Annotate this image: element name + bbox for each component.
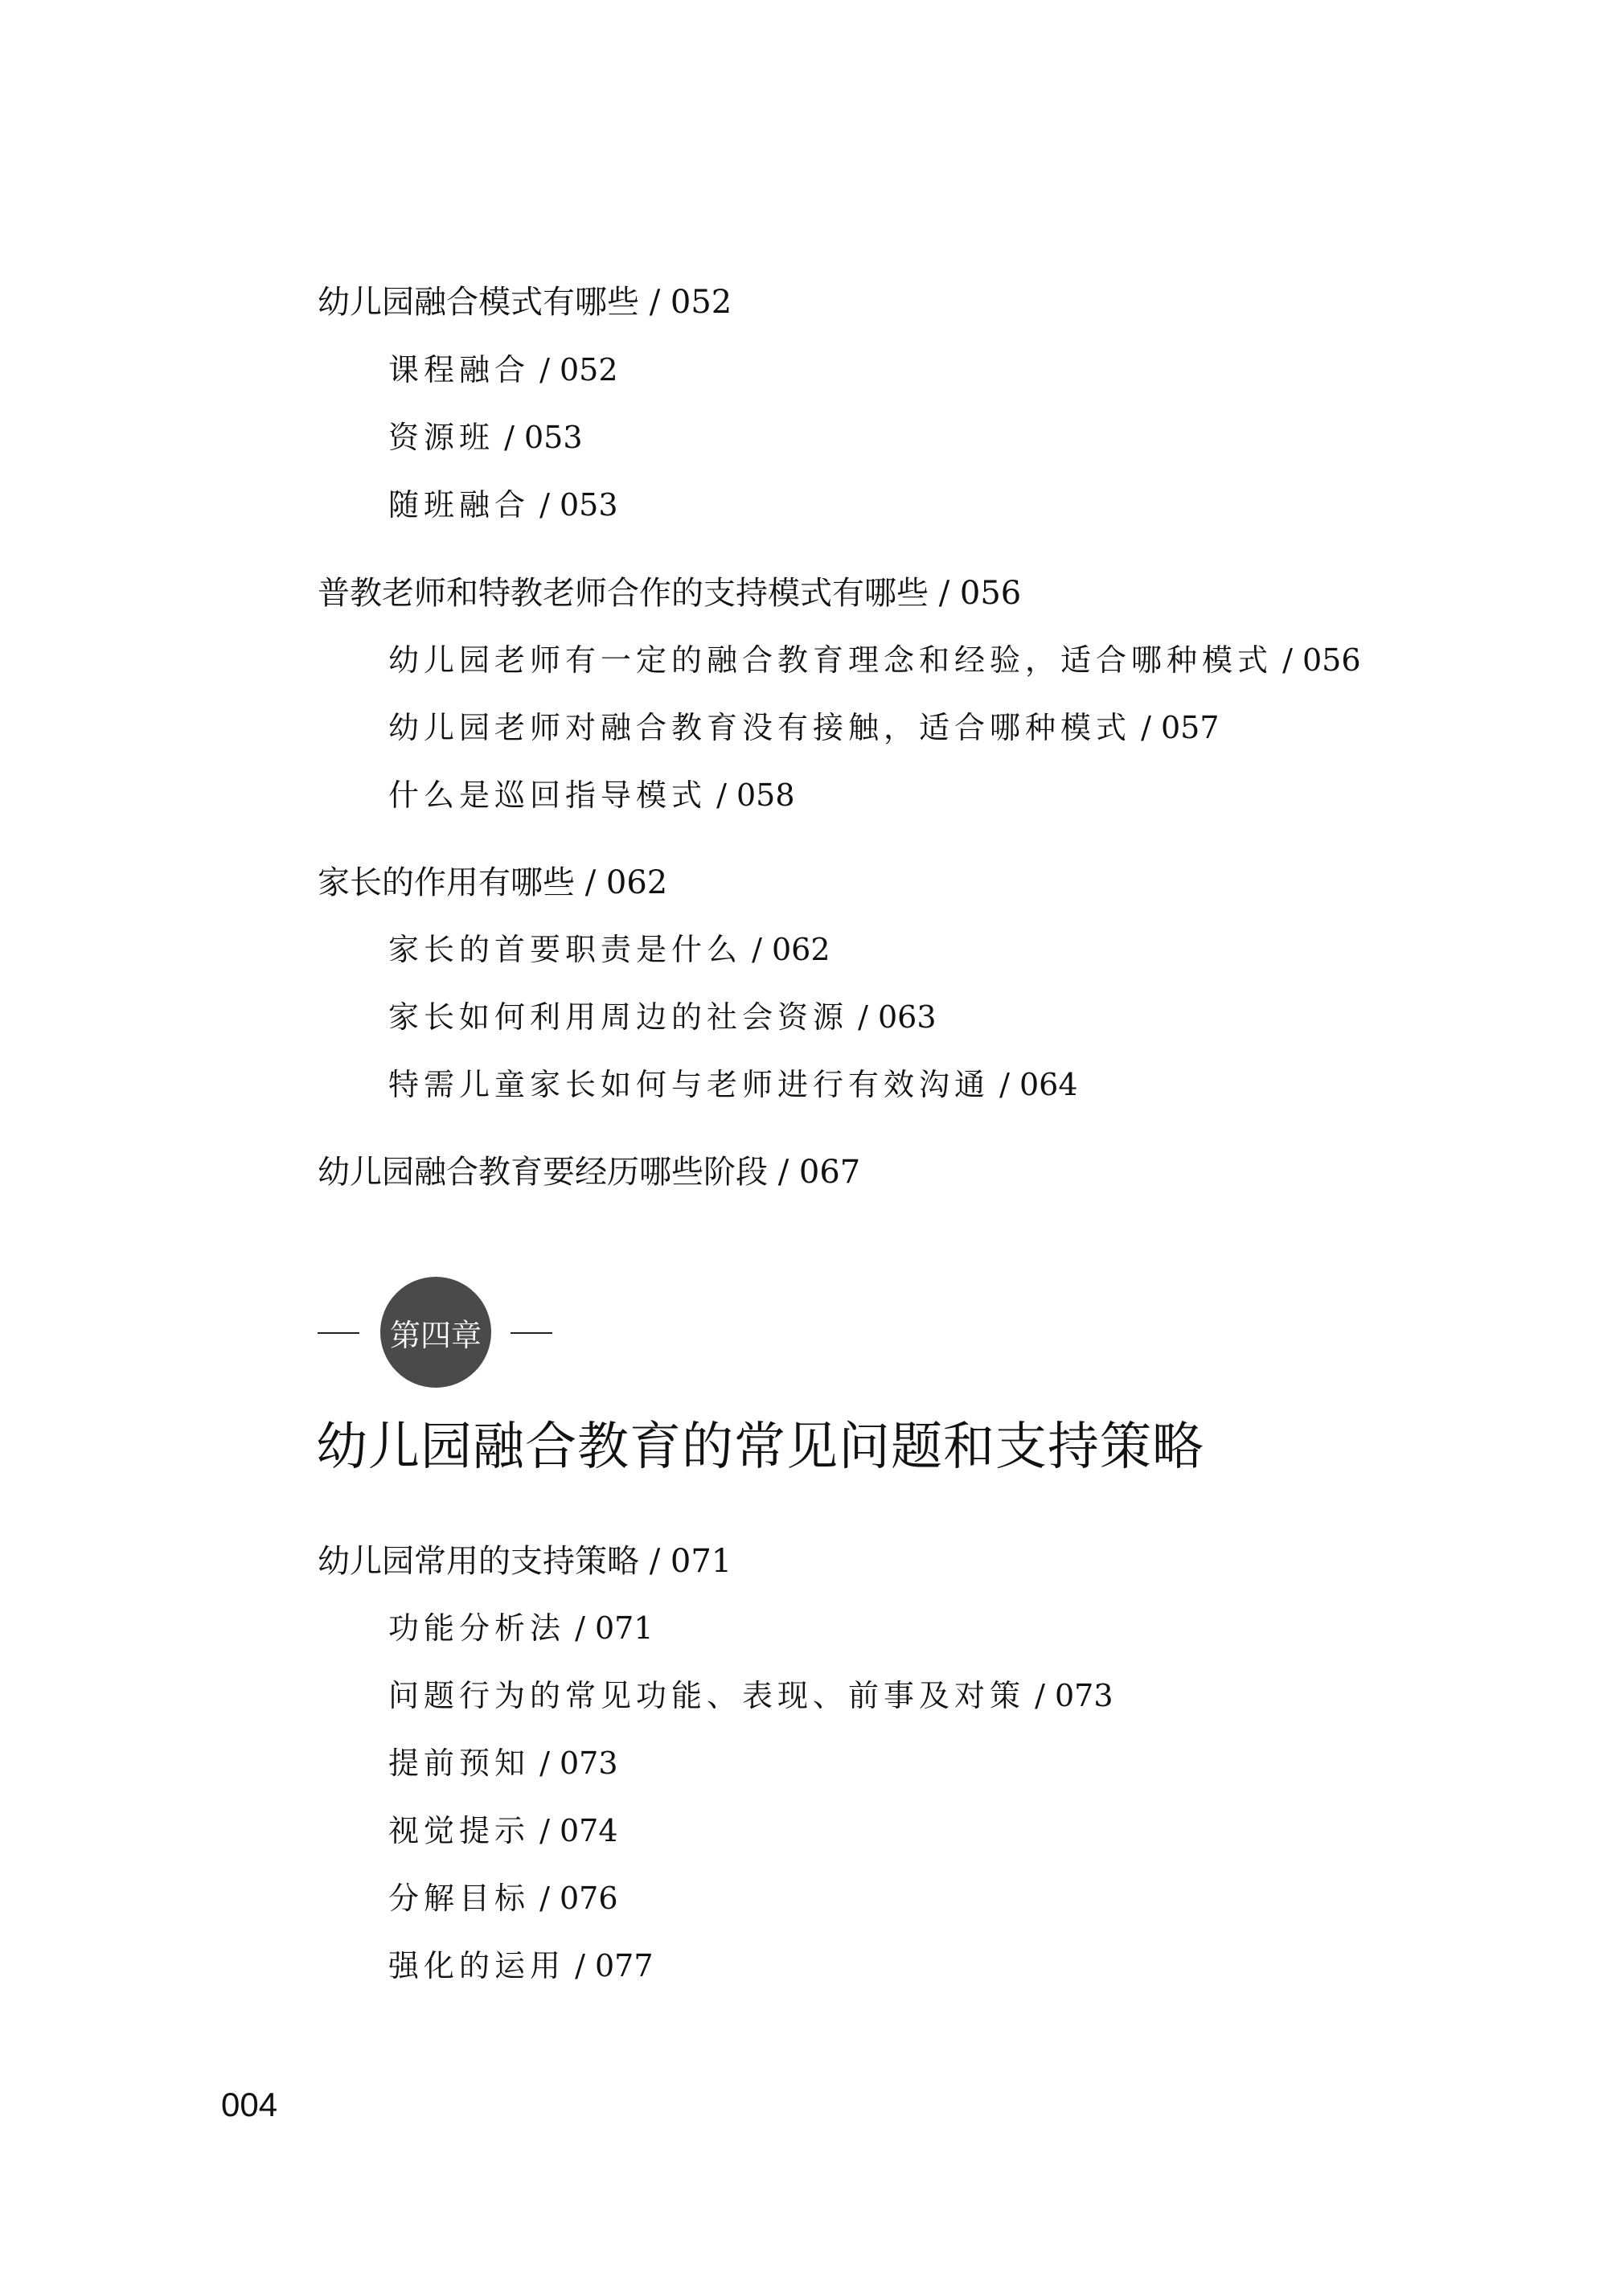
toc-entry-title: 强化的运用 <box>388 1948 566 1983</box>
toc-entry-page: 053 <box>559 487 618 523</box>
toc-entry-l2[interactable]: 视觉提示 / 074 <box>388 1813 618 1848</box>
toc-entry-title: 问题行为的常见功能、表现、前事及对策 <box>388 1678 1026 1713</box>
toc-entry-title: 家长如何利用周边的社会资源 <box>388 999 849 1035</box>
toc-entry-title: 幼儿园老师有一定的融合教育理念和经验，适合哪种模式 <box>388 642 1273 678</box>
toc-entry-page: 077 <box>594 1948 654 1983</box>
toc-entry-l2[interactable]: 提前预知 / 073 <box>388 1745 618 1781</box>
toc-entry-title: 随班融合 <box>388 487 531 523</box>
toc-entry-page: 067 <box>798 1154 861 1191</box>
toc-entry-page: 052 <box>559 352 618 388</box>
toc-entry-title: 幼儿园老师对融合教育没有接触，适合哪种模式 <box>388 710 1132 745</box>
page-number: 004 <box>221 2086 278 2123</box>
toc-entry-l2[interactable]: 家长的首要职责是什么 / 062 <box>388 932 830 967</box>
toc-entry-page: 063 <box>877 999 937 1035</box>
toc-entry-title: 幼儿园融合教育要经历哪些阶段 <box>318 1154 768 1191</box>
toc-entry-page: 071 <box>670 1543 732 1580</box>
chapter-label: 第四章 <box>389 1317 482 1353</box>
toc-entry-title: 普教老师和特教老师合作的支持模式有哪些 <box>318 575 929 612</box>
chapter-marker <box>318 1277 639 1389</box>
toc-entry-l1[interactable]: 幼儿园融合教育要经历哪些阶段 / 067 <box>318 1154 861 1191</box>
toc-entry-title: 视觉提示 <box>388 1813 531 1848</box>
toc-entry-page: 052 <box>670 284 732 321</box>
toc-entry-title: 什么是巡回指导模式 <box>388 777 707 813</box>
toc-entry-l2[interactable]: 家长如何利用周边的社会资源 / 063 <box>388 999 937 1035</box>
toc-entry-l1[interactable]: 家长的作用有哪些 / 062 <box>318 864 668 901</box>
toc-entry-page: 058 <box>736 777 795 813</box>
toc-entry-l2[interactable]: 随班融合 / 053 <box>388 487 618 523</box>
toc-entry-title: 提前预知 <box>388 1745 531 1781</box>
toc-entry-l2[interactable]: 什么是巡回指导模式 / 058 <box>388 777 795 813</box>
toc-entry-title: 分解目标 <box>388 1881 531 1916</box>
toc-entry-page: 064 <box>1019 1067 1078 1102</box>
toc-entry-page: 056 <box>1302 642 1361 678</box>
toc-entry-l1[interactable]: 幼儿园融合模式有哪些 / 052 <box>318 284 732 321</box>
toc-entry-l2[interactable]: 幼儿园老师有一定的融合教育理念和经验，适合哪种模式 / 056 <box>388 642 1361 678</box>
toc-entry-title: 资源班 <box>388 420 495 455</box>
toc-entry-title: 功能分析法 <box>388 1610 566 1646</box>
toc-entry-l2[interactable]: 强化的运用 / 077 <box>388 1948 654 1983</box>
toc-entry-page: 073 <box>1054 1678 1113 1713</box>
toc-entry-l2[interactable]: 资源班 / 053 <box>388 420 583 455</box>
toc-entry-page: 056 <box>959 575 1022 612</box>
toc-entry-l2[interactable]: 幼儿园老师对融合教育没有接触，适合哪种模式 / 057 <box>388 710 1220 745</box>
toc-entry-page: 076 <box>559 1881 618 1916</box>
toc-entry-page: 071 <box>594 1610 654 1646</box>
toc-entry-page: 057 <box>1160 710 1220 745</box>
toc-entry-page: 074 <box>559 1813 618 1848</box>
toc-entry-title: 特需儿童家长如何与老师进行有效沟通 <box>388 1067 990 1102</box>
chapter-label-badge <box>380 1277 491 1388</box>
toc-entry-l2[interactable]: 问题行为的常见功能、表现、前事及对策 / 073 <box>388 1678 1113 1713</box>
chapter-title: 幼儿园融合教育的常见问题和支持策略 <box>316 1417 1204 1477</box>
toc-entry-title: 家长的首要职责是什么 <box>388 932 743 967</box>
toc-entry-l2[interactable]: 课程融合 / 052 <box>388 352 618 388</box>
toc-entry-title: 课程融合 <box>388 352 531 388</box>
toc-entry-l1[interactable]: 幼儿园常用的支持策略 / 071 <box>318 1543 732 1580</box>
chapter-rule-left <box>318 1332 359 1334</box>
toc-entry-page: 062 <box>771 932 830 967</box>
chapter-rule-right <box>511 1332 552 1334</box>
toc-entry-page: 062 <box>605 864 668 901</box>
toc-entry-l2[interactable]: 特需儿童家长如何与老师进行有效沟通 / 064 <box>388 1067 1078 1102</box>
toc-entry-l2[interactable]: 功能分析法 / 071 <box>388 1610 654 1646</box>
toc-entry-title: 家长的作用有哪些 <box>318 864 575 901</box>
toc-entry-l2[interactable]: 分解目标 / 076 <box>388 1881 618 1916</box>
toc-entry-l1[interactable]: 普教老师和特教老师合作的支持模式有哪些 / 056 <box>318 575 1022 612</box>
toc-entry-title: 幼儿园常用的支持策略 <box>318 1543 639 1580</box>
toc-entry-page: 053 <box>523 420 583 455</box>
toc-entry-page: 073 <box>559 1745 618 1781</box>
toc-entry-title: 幼儿园融合模式有哪些 <box>318 284 639 321</box>
